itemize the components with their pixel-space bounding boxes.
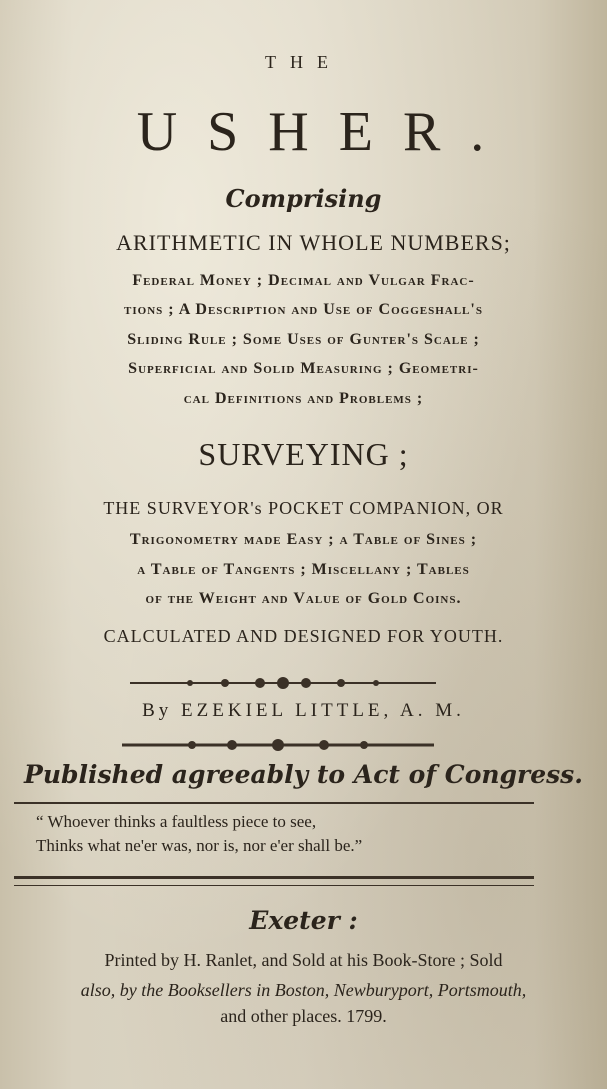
subject-arithmetic: ARITHMETIC IN WHOLE NUMBERS; <box>116 230 511 255</box>
divider-rule <box>14 802 534 804</box>
epigraph-line: Thinks what ne'er was, nor is, nor e'er shall be.” <box>36 836 363 855</box>
ornament-rule-top <box>130 676 436 690</box>
surveyor-detail-line: a Table of Tangents ; Miscellany ; Tables <box>137 561 470 578</box>
subject-surveying: SURVEYING ; <box>198 436 409 472</box>
place-of-publication: Exeter : <box>249 906 358 935</box>
imprint-line: Printed by H. Ranlet, and Sold at his Book-Store ; Sold <box>104 950 503 970</box>
surveyor-detail-line: of the Weight and Value of Gold Coins. <box>145 590 462 607</box>
ornament-rule-bottom <box>122 738 434 752</box>
arithmetic-detail-line: tions ; A Description and Use of Coggeshall's <box>124 301 483 318</box>
imprint-line: and other places. 1799. <box>220 1006 387 1026</box>
arithmetic-detail-line: Federal Money ; Decimal and Vulgar Frac- <box>132 272 475 289</box>
arithmetic-detail-line: cal Definitions and Problems ; <box>183 390 424 407</box>
arithmetic-detail-line: Superficial and Solid Measuring ; Geometri- <box>128 360 479 377</box>
epigraph-line: “ Whoever thinks a faultless piece to see, <box>36 812 317 831</box>
double-rule-thick <box>14 876 534 879</box>
double-rule-thin <box>14 885 534 886</box>
purpose-line: CALCULATED AND DESIGNED FOR YOUTH. <box>103 626 504 646</box>
title-article: THE <box>265 52 342 72</box>
comprising-label: Comprising <box>225 184 382 213</box>
imprint-line: also, by the Booksellers in Boston, Newburyport, Portsmouth, <box>80 980 527 1000</box>
surveyor-detail-line: Trigonometry made Easy ; a Table of Sines ; <box>129 531 478 548</box>
author-line: By EZEKIEL LITTLE, A. M. <box>142 700 465 721</box>
arithmetic-detail-line: Sliding Rule ; Some Uses of Gunter's Scale ; <box>127 331 480 348</box>
publication-notice: Published agreeably to Act of Congress. <box>24 760 583 789</box>
subject-surveyor-companion: THE SURVEYOR's POCKET COMPANION, OR <box>103 498 504 518</box>
book-title: USHER. <box>136 101 515 163</box>
